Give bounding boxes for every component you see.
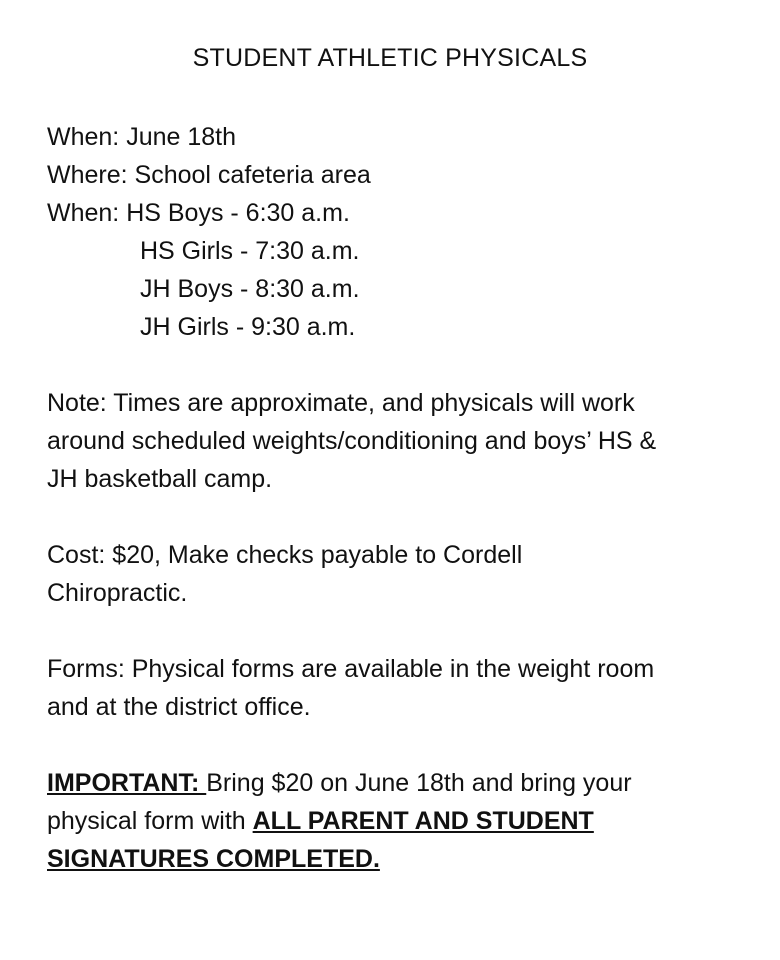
- note-line: Note: Times are approximate, and physicals will work: [47, 389, 635, 417]
- schedule-line-3: JH Boys - 8:30 a.m.: [140, 275, 360, 303]
- schedule-line-2: HS Girls - 7:30 a.m.: [140, 237, 360, 265]
- spacer: [47, 726, 747, 764]
- flyer-body: [47, 118, 747, 878]
- important-line-3: [47, 840, 747, 878]
- schedule-item: HS Boys - 6:30 a.m.: [126, 199, 350, 227]
- forms-line: and at the district office.: [47, 693, 311, 721]
- note-line: around scheduled weights/conditioning and boys’ HS &: [47, 427, 657, 455]
- event-date: When: June 18th: [47, 123, 237, 151]
- important-text: Bring $20 on June 18th and bring your: [206, 769, 632, 797]
- spacer: [47, 346, 747, 384]
- schedule-label: When:: [47, 199, 127, 227]
- signatures-emphasis: ALL PARENT AND STUDENT: [252, 807, 594, 835]
- spacer: [47, 498, 747, 536]
- important-line-1: [47, 764, 747, 802]
- important-label: IMPORTANT:: [47, 769, 207, 797]
- note-line: JH basketball camp.: [47, 465, 273, 493]
- event-location: Where: School cafeteria area: [47, 161, 371, 189]
- schedule-line-4: JH Girls - 9:30 a.m.: [140, 313, 356, 341]
- forms-line: Forms: Physical forms are available in the weight room: [47, 655, 655, 683]
- signatures-emphasis: SIGNATURES COMPLETED.: [47, 845, 380, 873]
- flyer-title: STUDENT ATHLETIC PHYSICALS: [192, 44, 588, 72]
- spacer: [47, 612, 747, 650]
- cost-line: Cost: $20, Make checks payable to Cordell: [47, 541, 523, 569]
- schedule-line-1: [47, 194, 747, 232]
- cost-line: Chiropractic.: [47, 579, 188, 607]
- important-line-2: [47, 802, 747, 840]
- important-text: physical form with: [47, 807, 253, 835]
